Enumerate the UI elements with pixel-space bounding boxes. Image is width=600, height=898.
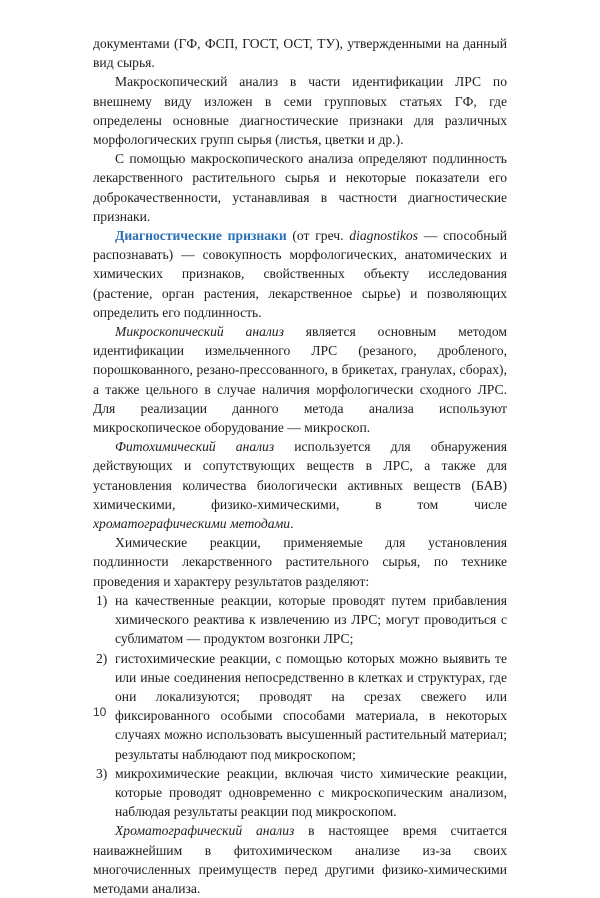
body-text (93, 34, 507, 898)
list-number: 2) (96, 650, 108, 666)
paragraph-diagnostic-features (93, 226, 507, 322)
list-item (93, 591, 507, 649)
list-item-text: микрохимические реакции, включая чисто химические реакции, которые проводят одновременно с микроскопическим анализом, наблюдая результаты реакции под микроскопом. (115, 765, 507, 820)
list-number: 1) (96, 592, 108, 608)
text-fragment: (от греч. (286, 228, 350, 244)
paragraph-chromatographic (93, 821, 507, 898)
greek-word: diagnostikos (349, 228, 419, 244)
term-chromatographic-analysis: Хроматографический анализ (115, 823, 295, 839)
paragraph-macroscopic-gf: Макроскопический анализ в части идентификации ЛРС по внешнему виду изложен в семи групповых статьях ГФ, где определены основные диагностические признаки для различных морфологических групп сырья (листья, цветки и др.). (93, 74, 507, 148)
page-number: 10 (93, 705, 107, 719)
text-fragment: является основным методом идентификации измельченного ЛРС (резаного, дробленого, порошкованного, резано-прессованного, в брикетах, гранулах, сборах), а также цельного в случае наличия морфологически сходного ЛРС. Для реализации данного метода анализа используют микроскопическое оборудование — микроскоп. (93, 324, 507, 436)
text-fragment: в настоящее время считается наиважнейшим в фитохимическом анализе из-за своих многочисленных преимуществ перед другими физико-химическими методами анализа. (93, 823, 507, 896)
paragraph-microscopic (93, 322, 507, 437)
paragraph-phytochemical (93, 437, 507, 533)
paragraph-continuation: документами (ГФ, ФСП, ГОСТ, ОСТ, ТУ), утвержденными на данный вид сырья. (93, 36, 507, 71)
term-microscopic-analysis: Микроскопический анализ (115, 324, 284, 340)
paragraph-macroscopic-purpose: С помощью макроскопического анализа определяют подлинность лекарственного растительного сырья и некоторые показатели его доброкачественности, устанавливая в частности диагностические признаки. (93, 151, 507, 224)
text-fragment: — способный распознавать) — совокупность морфологических, анатомических и химических признаков, свойственных объекту исследования (растение, орган растения, лекарственное сырье) и позволяющих определить его подлинность. (93, 228, 507, 320)
list-item-text: гистохимические реакции, с помощью которых можно выявить те или иные соединения непосредственно в клетках и структурах, где они локализуются; проводят на срезах свежего или фиксированного особыми способами материала, в некоторых случаях можно использовать высушенный растительный материал; результаты наблюдают под микроскопом; (115, 650, 507, 762)
paragraph-chemical-reactions: Химические реакции, применяемые для установления подлинности лекарственного растительного сырья, по технике проведения и характеру результатов разделяют: (93, 535, 507, 589)
text-fragment: используется для обнаружения действующих и сопутствующих веществ в ЛРС, а также для установления количества биологически активных веществ (БАВ) химическими, физико-химическими, в том числе (93, 439, 507, 512)
reaction-types-list (93, 591, 507, 821)
list-item-text: на качественные реакции, которые проводят путем прибавления химического реактива к извлечению из ЛРС; могут проводиться с сублиматом — продуктом возгонки ЛРС; (115, 592, 507, 647)
list-number: 3) (96, 765, 108, 781)
term-chromatographic-methods: хроматографическими методами (93, 516, 291, 532)
term-diagnostic-features: Диагностические признаки (115, 228, 287, 244)
term-phytochemical-analysis: Фитохимический анализ (115, 439, 275, 455)
list-item (93, 764, 507, 822)
list-item (93, 649, 507, 764)
text-fragment: . (290, 516, 294, 532)
